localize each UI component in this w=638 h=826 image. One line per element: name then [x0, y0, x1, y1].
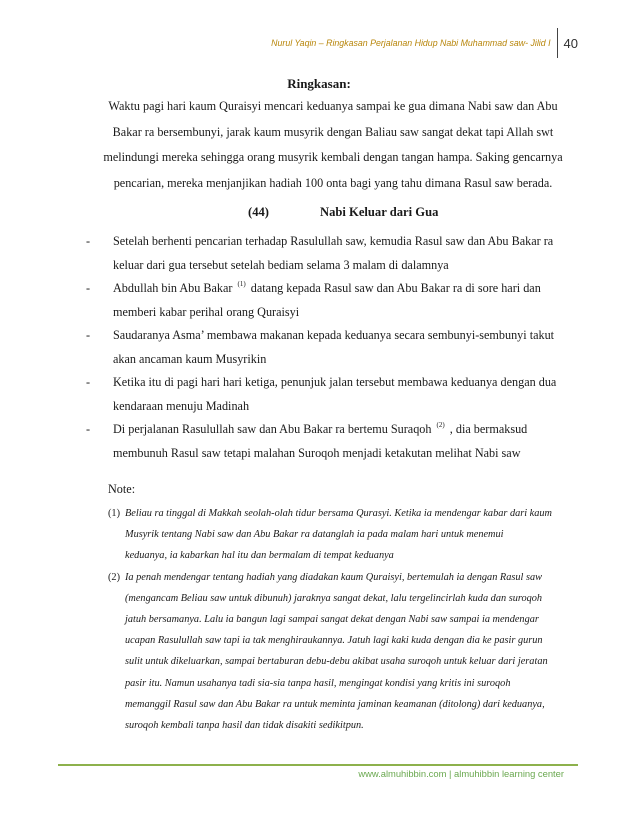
footnote-ref: (2) [436, 421, 445, 429]
summary-line: Bakar ra bersembunyi, jarak kaum musyrik dengan Baliau saw sangat dekat tapi Allah swt [112, 124, 554, 139]
summary-line: Waktu pagi hari kaum Quraisyi mencari keduanya sampai ke gua dimana Nabi saw dan Abu [108, 99, 558, 113]
summary-line: pencarian, mereka menjanjikan hadiah 100 onta bagi yang tahu dimana Rasul saw berada. [113, 175, 553, 190]
footer-rule [58, 764, 578, 766]
footnote-number: (2) [108, 571, 121, 583]
list-item-line: akan ancaman kaum Musyrikin [113, 351, 267, 366]
footnote-ref: (1) [237, 280, 246, 288]
page-header [271, 28, 578, 58]
footer-text: www.almuhibbin.com | almuhibbin learning center [358, 768, 564, 779]
list-item [86, 277, 566, 324]
bullet-dash: - [86, 234, 91, 248]
list-item-text: Di perjalanan Rasulullah saw dan Abu Bakar ra bertemu Suraqoh [113, 422, 432, 436]
section-title: Nabi Keluar dari Gua [320, 205, 439, 219]
list-item [86, 230, 566, 277]
list-item-line: Saudaranya Asma’ membawa makanan kepada keduanya secara sembunyi-sembunyi takut [113, 328, 555, 342]
footnote-line: sulit untuk dikeluarkan, sampai bertaburan debu-debu akibat usaha suroqoh untuk keluar dari jeratan [125, 656, 548, 668]
footnote-number: (1) [108, 508, 121, 519]
page-number: 40 [563, 36, 578, 51]
footnote-line: Musyrik tentang Nabi saw dan Abu Bakar ra datanglah ia pada malam hari untuk menemui [125, 529, 504, 541]
bullet-dash: - [86, 328, 91, 342]
bullet-dash: - [86, 422, 91, 436]
footnote-line: pasir itu. Namun usahanya tadi sia-sia tanpa hasil, mengingat kondisi yang kritis ini suroqoh [125, 677, 511, 689]
event-list [86, 230, 566, 465]
list-item-text: datang kepada Rasul saw dan Abu Bakar ra di sore hari dan [250, 281, 541, 295]
bullet-dash: - [86, 281, 91, 295]
list-item [86, 418, 566, 465]
list-item-line: Setelah berhenti pencarian terhadap Rasulullah saw, kemudia Rasul saw dan Abu Bakar ra [113, 234, 554, 248]
list-item-line: kendaraan menuju Madinah [113, 398, 250, 413]
list-item-line: Ketika itu di pagi hari hari ketiga, penunjuk jalan tersebut membawa keduanya dengan dua [113, 375, 557, 389]
footnote-line: Beliau ra tinggal di Makkah seolah-olah tidur bersama Qurasyi. Ketika ia mendengar kabar dari kaum [125, 508, 552, 519]
list-item-text: Abdullah bin Abu Bakar [113, 281, 233, 295]
list-item-line [113, 418, 566, 442]
footnote-line: memanggil Rasul saw dan Abu Bakar ra untuk meminta jaminan keamanan (ditolong) dari keduanya, [125, 698, 545, 710]
footnote-item [108, 503, 568, 567]
header-divider [557, 28, 558, 58]
list-item [86, 324, 566, 371]
list-item-line: keluar dari gua tersebut setelah bediam selama 3 malam di dalamnya [113, 257, 449, 272]
list-item-line: membunuh Rasul saw tetapi malahan Suroqoh menjadi ketakutan melihat Nabi saw [113, 445, 521, 460]
list-item-line: memberi kabar perihal orang Quraisyi [113, 304, 300, 319]
footnote-line: jatuh bersamanya. Lalu ia bangun lagi sampai sangat dekat dengan Nabi saw sampai ia mendengar [125, 614, 539, 626]
footnote-item [108, 567, 568, 737]
notes-section [108, 482, 568, 736]
list-item [86, 371, 566, 418]
summary-paragraph [94, 94, 572, 196]
footnote-line: ucapan Rasulullah saw tapi ia tak menghiraukannya. Jatuh lagi kaki kuda dengan dia ke pasir gurun [125, 635, 543, 647]
summary-line: melindungi mereka sehingga orang musyrik kembali dengan tangan hampa. Saking gencarnya [103, 150, 563, 164]
footnote-line: (mengancam Beliau saw untuk dibunuh) jaraknya sangat dekat, lalu tergelincirlah kuda dan suroqoh [125, 592, 543, 604]
notes-label: Note: [108, 482, 136, 496]
bullet-dash: - [86, 375, 91, 389]
section-number: (44) [248, 205, 269, 219]
footnote-line: keduanya, ia kabarkan hal itu dan bermalam di tempat keduanya [125, 550, 394, 562]
header-title: Nurul Yaqin – Ringkasan Perjalanan Hidup Nabi Muhammad saw- Jilid I [271, 38, 551, 48]
list-item-text: , dia bermaksud [449, 422, 528, 436]
footnote-line: suroqoh kembali tanpa hasil dan tidak disakiti sedikitpun. [125, 720, 364, 732]
list-item-line [113, 277, 566, 301]
footnote-line: Ia penah mendengar tentang hadiah yang diadakan kaum Quraisyi, bertemulah ia dengan Rasul saw [125, 571, 542, 583]
summary-title: Ringkasan: [287, 76, 351, 91]
